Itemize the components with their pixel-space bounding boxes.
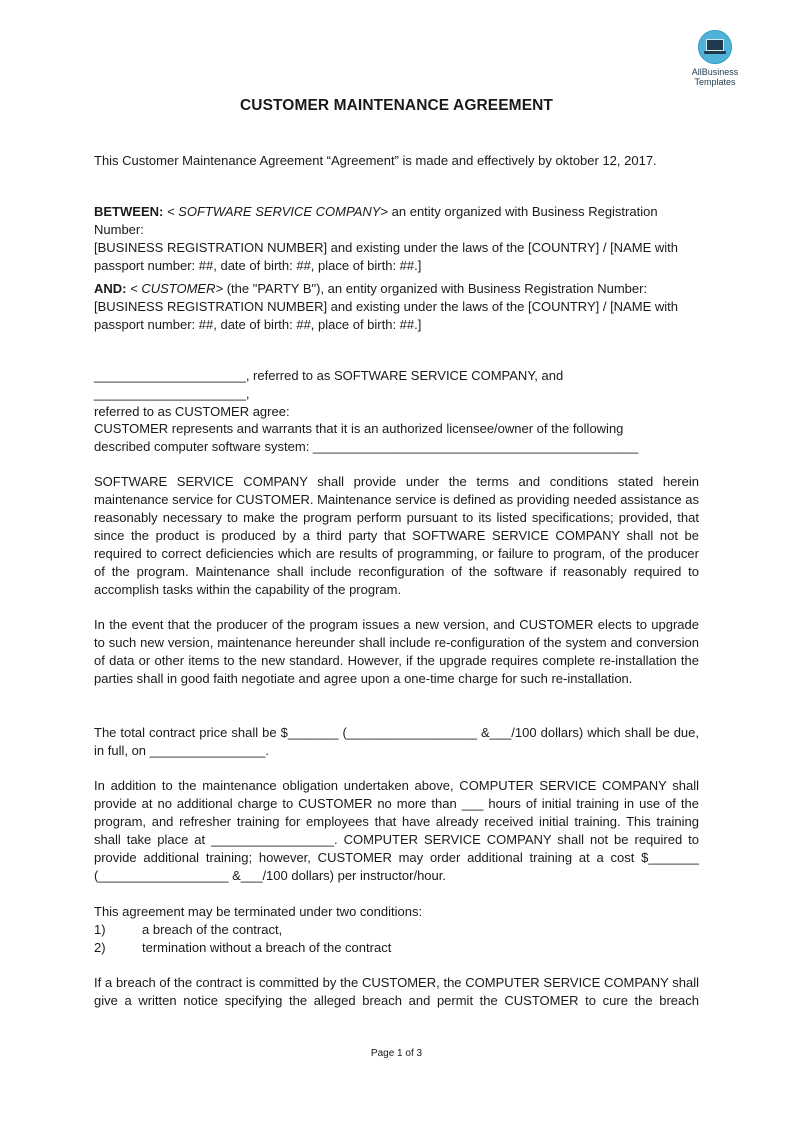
- and-line3: passport number: ##, date of birth: ##, place of birth: ##.]: [94, 317, 422, 332]
- and-party: < CUSTOMER>: [130, 281, 224, 296]
- intro-paragraph: This Customer Maintenance Agreement “Agreement” is made and effectively by oktober 12, 2017.: [94, 153, 657, 168]
- between-line1: an entity organized with Business Registration Number:: [94, 204, 658, 237]
- logo-text: [683, 67, 747, 87]
- provide-paragraph: SOFTWARE SERVICE COMPANY shall provide under the terms and conditions stated herein maintenance service for CUSTOMER. Maintenance service is defined as providing needed assistance as reasonably necessary to make the program perform pursuant to its listed specifications; provided, that since the product is produced by a third party that SOFTWARE SERVICE COMPANY shall not be required to correct deficiencies which are results of programming, or failure to program, of the producer of the program. Maintenance shall include reconfiguration of the software if reasonably required to accomplish tasks within the capability of the program.: [94, 474, 699, 597]
- laptop-icon: [698, 30, 732, 64]
- and-line1: (the "PARTY B"), an entity organized with Business Registration Number:: [223, 281, 648, 296]
- page-number: Page 1 of 3: [370, 1048, 423, 1059]
- list-item-number: 1): [94, 922, 106, 937]
- list-item-text: termination without a breach of the contract: [142, 940, 392, 955]
- and-label: AND:: [94, 281, 127, 296]
- and-line2: [BUSINESS REGISTRATION NUMBER] and existing under the laws of the [COUNTRY] / [NAME with: [94, 299, 678, 314]
- between-line2: [BUSINESS REGISTRATION NUMBER] and existing under the laws of the [COUNTRY] / [NAME with: [94, 240, 678, 255]
- breach-paragraph: [94, 974, 699, 1010]
- list-item-number: 2): [94, 940, 106, 955]
- breach-line2: give a written notice specifying the alleged breach and permit the CUSTOMER to cure the breach: [94, 993, 699, 1008]
- price-paragraph: The total contract price shall be $_______ (__________________ &___/100 dollars) which shall be due, in full, on ________________.: [94, 725, 699, 758]
- terminated-intro: This agreement may be terminated under two conditions:: [94, 904, 423, 919]
- list-item: [94, 921, 699, 939]
- represents-line1: CUSTOMER represents and warrants that it is an authorized licensee/owner of the following: [94, 421, 624, 436]
- list-item: [94, 939, 699, 957]
- logo-line2: Templates: [694, 77, 736, 87]
- referred-paragraph: [94, 367, 699, 421]
- document-title: CUSTOMER MAINTENANCE AGREEMENT: [239, 97, 553, 114]
- list-item-text: a breach of the contract,: [142, 922, 283, 937]
- represents-line2: described computer software system: _____________________________________________: [94, 439, 639, 454]
- training-paragraph: In addition to the maintenance obligation undertaken above, COMPUTER SERVICE COMPANY shall provide at no additional charge to CUSTOMER no more than ___ hours of initial training in use of the program, and refresher training for employees that have already received initial training. This training shall take place at _________________. COMPUTER SERVICE COMPANY shall not be required to provide additional training; however, CUSTOMER may order additional training at a cost $_______ (__________________ &___/100 dollars) per instructor/hour.: [94, 778, 699, 883]
- between-label: BETWEEN:: [94, 204, 164, 219]
- logo-line1: AllBusiness: [691, 67, 739, 77]
- referred-line1: _____________________, referred to as SOFTWARE SERVICE COMPANY, and _____________________,: [94, 368, 564, 401]
- logo: [683, 30, 747, 87]
- event-paragraph: In the event that the producer of the program issues a new version, and CUSTOMER elects to upgrade to such new version, maintenance hereunder shall include re-configuration of the system and conversion of data or other items to the new standard. However, if the upgrade requires complete re-installation the parties shall in good faith negotiate and agree upon a one-time charge for such re-installation.: [94, 617, 699, 686]
- breach-line1: If a breach of the contract is committed by the CUSTOMER, the COMPUTER SERVICE COMPANY shall: [94, 975, 699, 990]
- between-line3: passport number: ##, date of birth: ##, place of birth: ##.]: [94, 258, 422, 273]
- between-clause: [94, 203, 699, 275]
- referred-line2: referred to as CUSTOMER agree:: [94, 404, 290, 419]
- and-clause: [94, 280, 699, 334]
- between-party: < SOFTWARE SERVICE COMPANY>: [166, 204, 389, 219]
- represents-paragraph: [94, 420, 699, 456]
